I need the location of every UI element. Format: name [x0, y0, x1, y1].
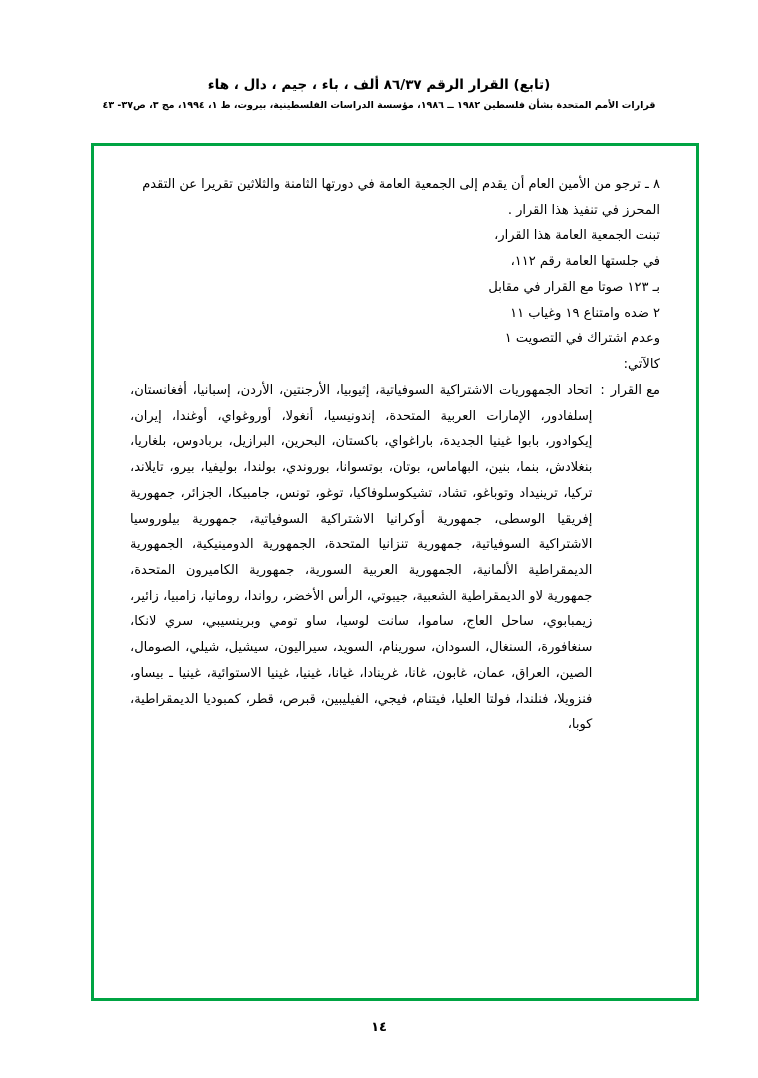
vote-line: بـ ١٢٣ صوتا مع القرار في مقابل: [488, 279, 660, 295]
content-frame: [91, 143, 699, 1001]
paragraph-8: ٨ ـ ترجو من الأمين العام أن يقدم إلى الجمعية العامة في دورتها الثامنة والثلاثين تقريرا عن التقدم المحرز في تنفيذ هذا القرار .: [142, 177, 660, 218]
vote-line: ٢ ضده وامتناع ١٩ وغياب ١١: [510, 305, 660, 321]
vote-line: وعدم اشتراك في التصويت ١: [504, 331, 660, 347]
page-number: ١٤: [371, 1020, 387, 1035]
votes-in-favor-block: [130, 378, 660, 738]
page-title: (تابع) القرار الرقم ٨٦/٣٧ ألف ، باء ، جيم ، دال ، هاء: [207, 77, 551, 93]
source-citation: قرارات الأمم المتحدة بشأن فلسطين ١٩٨٢ ــ ١٩٨٦، مؤسسة الدراسات الفلسطينية، بيروت، ط ١، ١٩٩٤، مج ٣، ص٣٧- ٤٣: [102, 99, 656, 111]
vote-summary: [130, 223, 660, 377]
page-header: [0, 76, 758, 112]
votes-in-favor-label: مع القرار: [610, 382, 660, 398]
vote-line: في جلستها العامة رقم ١١٢،: [510, 254, 660, 270]
votes-in-favor-country-list: اتحاد الجمهوريات الاشتراكية السوفياتية، إثيوبيا، الأرجنتين، الأردن، إسبانيا، أفغانستان، إسلفادور، الإمارات العربية المتحدة، إندونيسيا، أنغولا، أوروغواي، أوغندا، إيران، إيكوادور، بابوا غينيا الجديدة، باراغواي، باكستان، البحرين، البرازيل، بربادوس، بلغاريا، بنغلادش، بنما، بنين، البهاماس، بوتان، بوتسوانا، بوروندي، بولندا، بوليفيا، بيرو، تايلاند، تركيا، ترينيداد وتوباغو، تشاد، تشيكوسلوفاكيا، توغو، تونس، جامبيكا، الجزائر، جمهورية إفريقيا الوسطى، جمهورية أوكرانيا الاشتراكية السوفياتية، جمهورية بيلوروسيا الاشتراكية السوفياتية، جمهورية تنزانيا المتحدة، الجمهورية الدومينيكية، الجمهورية الديمقراطية الألمانية، الجمهورية العربية السورية، جمهورية الكاميرون المتحدة، جمهورية لاو الديمقراطية الشعبية، جيبوتي، الرأس الأخضر، رواندا، رومانيا، زامبيا، زائير، زيمبابوي، ساحل العاج، ساموا، سانت لوسيا، ساو تومي وبرينسيبي، سري لانكا، سنغافورة، السنغال، السودان، سورينام، السويد، سيراليون، سيشيل، شيلي، الصومال، الصين، العراق، عمان، غابون، غانا، غرينادا، غيانا، غينيا، غينيا الاستوائية، غينيا ـ بيساو، فنزويلا، فنلندا، فولتا العليا، فيتنام، فيجي، الفيليبين، قبرص، قطر، كمبوديا الديمقراطية، كوبا،: [130, 382, 593, 733]
document-body: [130, 172, 660, 738]
votes-in-favor-colon: :: [600, 382, 605, 398]
vote-line: كالآتي:: [623, 357, 660, 373]
vote-line: تبنت الجمعية العامة هذا القرار،: [494, 228, 660, 244]
